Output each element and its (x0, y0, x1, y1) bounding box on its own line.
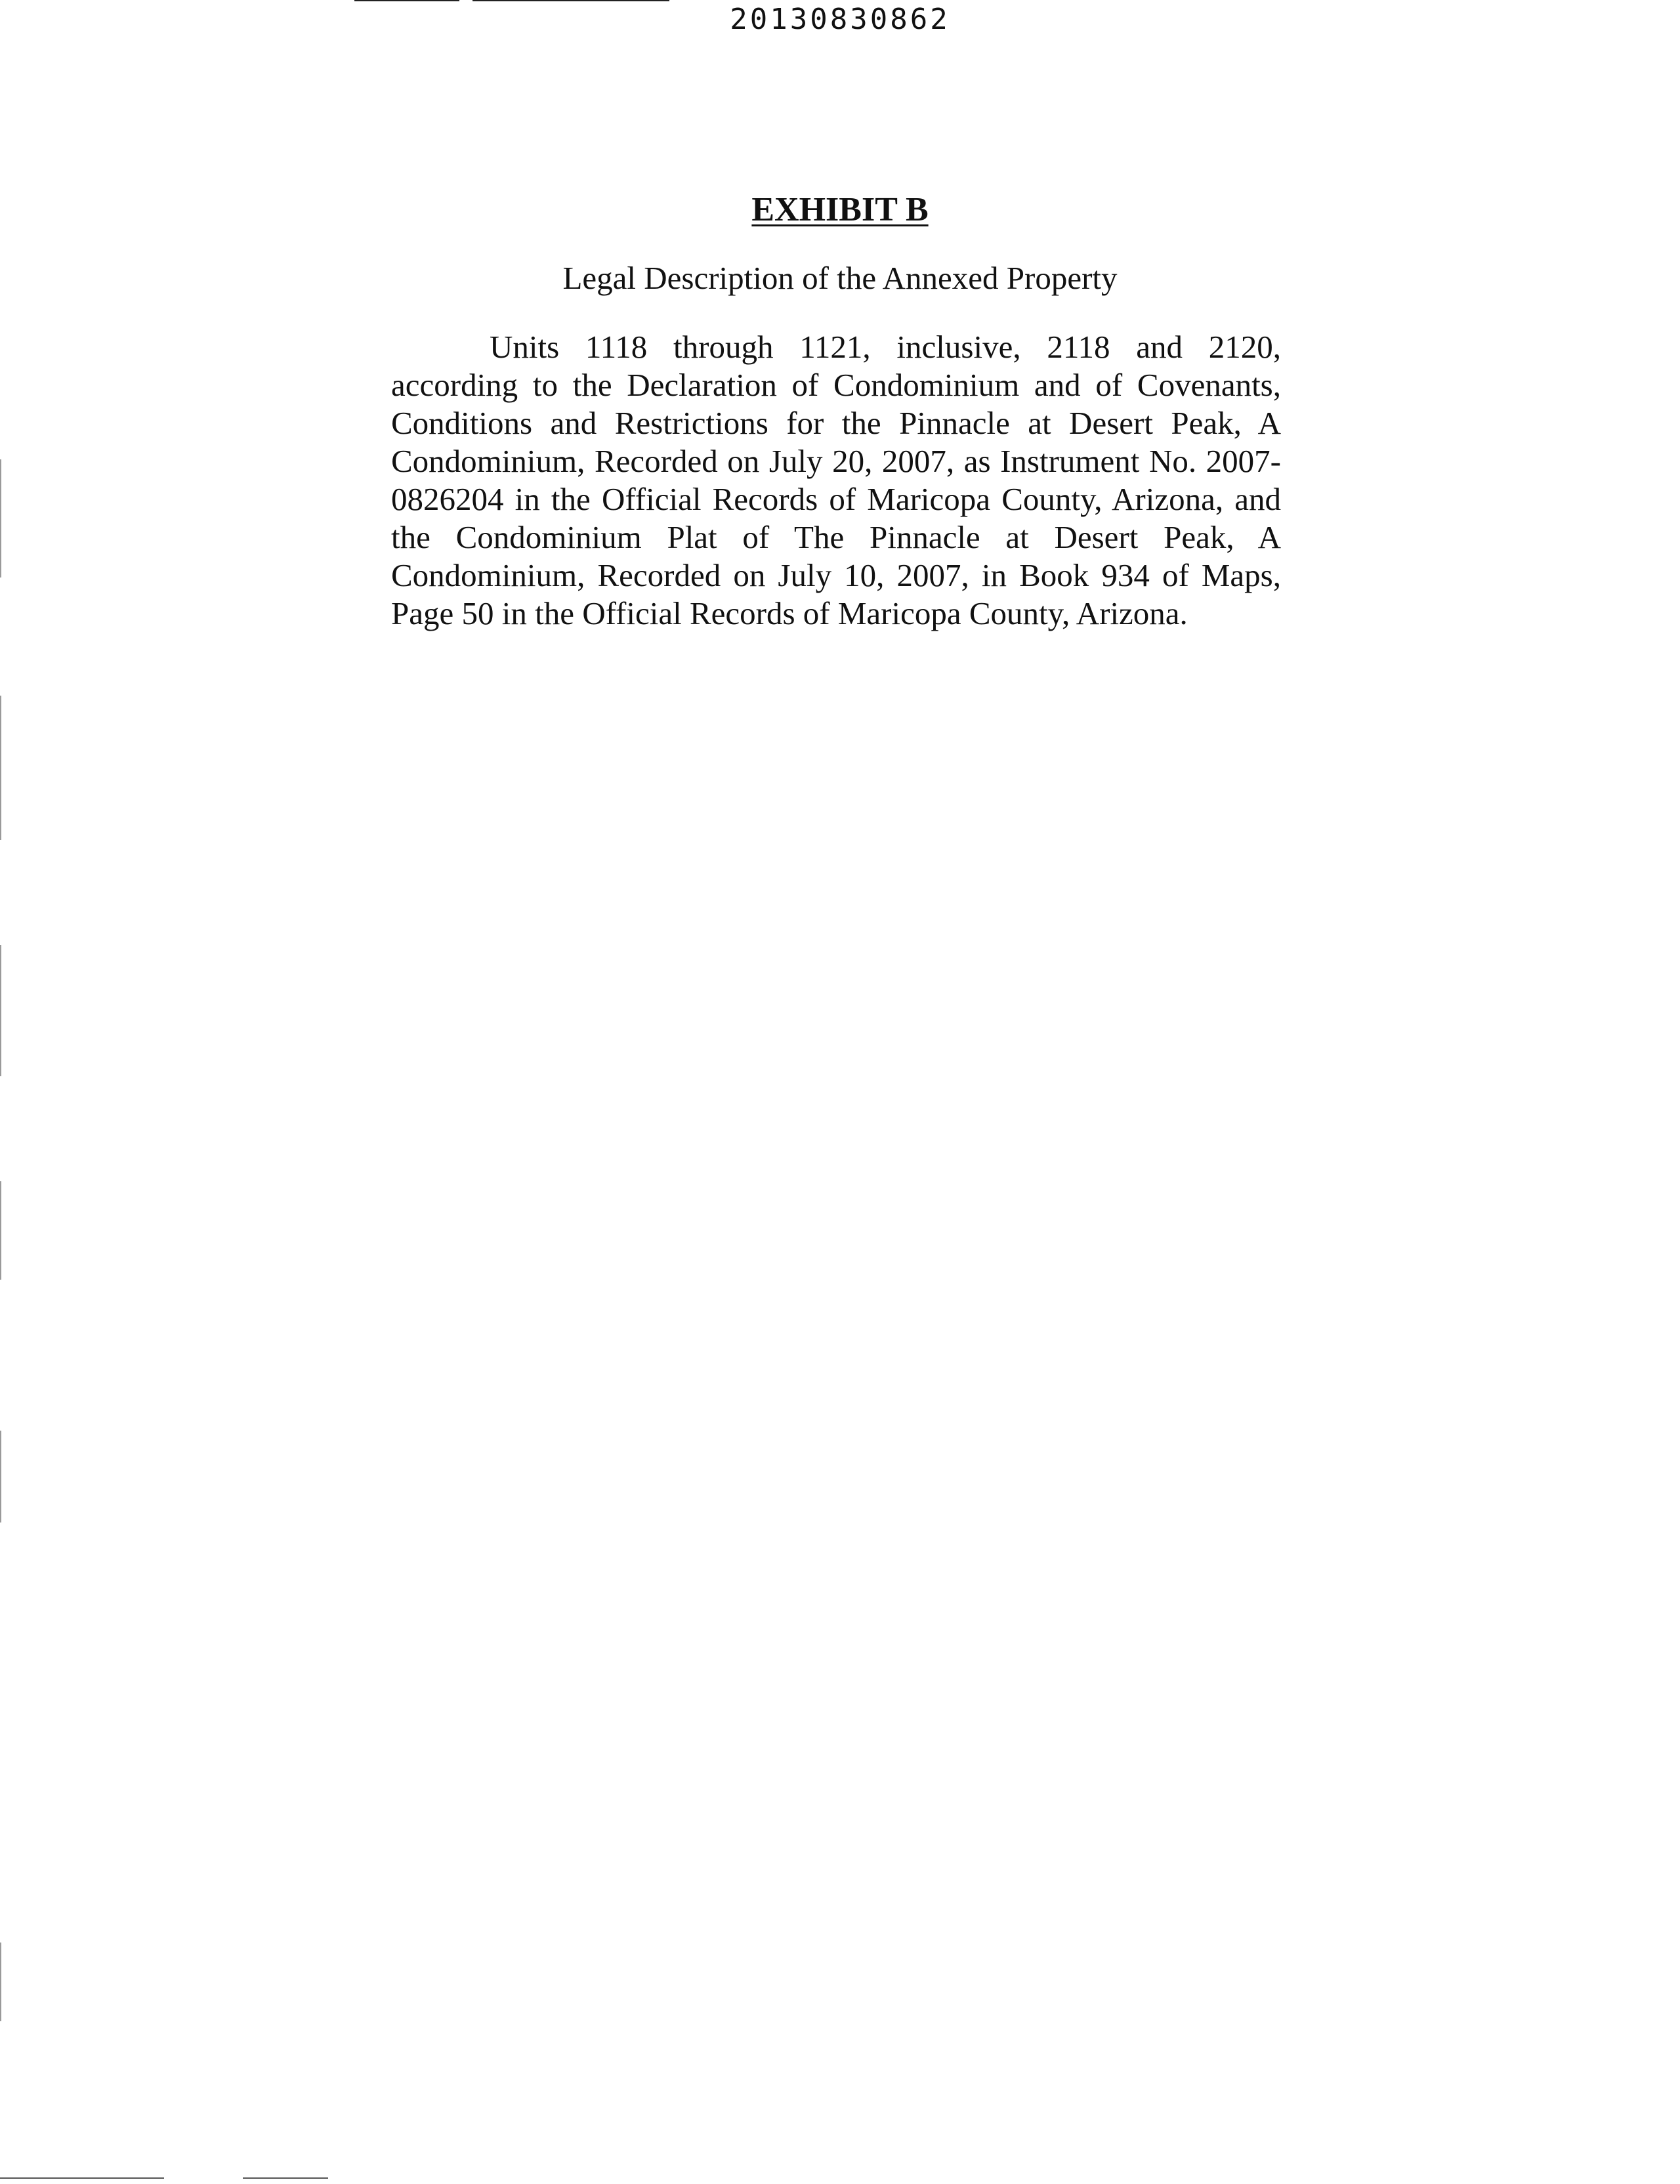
exhibit-title: EXHIBIT B (751, 191, 929, 228)
edge-mark (0, 1181, 1, 1280)
scan-line-bottom-mid (243, 2177, 328, 2179)
edge-mark (0, 459, 1, 578)
recording-number: 20130830862 (730, 3, 950, 36)
legal-description-paragraph: Units 1118 through 1121, inclusive, 2118 and 2120, according to the Declaration of Condominium and of Covenants, Conditions and Restrictions for the Pinnacle at Desert Peak, A Condominium, Recorded on July 20, 2007, as Instrument No. 2007-0826204 in the Official Records of Maricopa County, Arizona, and the Condominium Plat of The Pinnacle at Desert Peak, A Condominium, Recorded on July 10, 2007, in Book 934 of Maps, Page 50 in the Official Records of Maricopa County, Arizona. (391, 329, 1281, 631)
exhibit-subtitle: Legal Description of the Annexed Property (562, 260, 1118, 296)
scan-line-bottom-left (0, 2177, 164, 2179)
edge-mark (0, 696, 1, 840)
edge-mark (0, 945, 1, 1076)
edge-mark (0, 1431, 1, 1522)
edge-mark (0, 1942, 1, 2021)
